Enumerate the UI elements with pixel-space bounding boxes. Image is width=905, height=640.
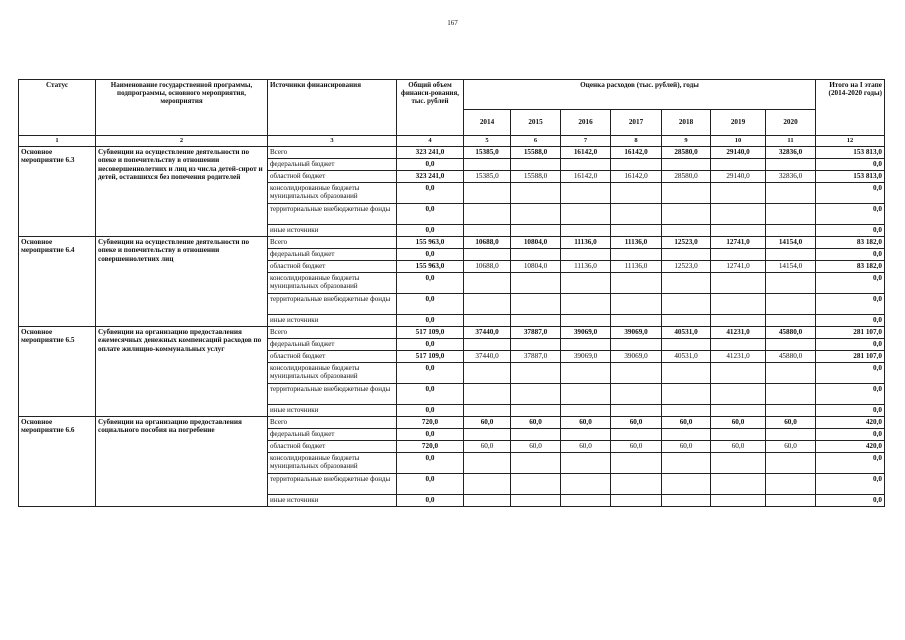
header-year: 2016 [561,110,611,136]
column-number: 11 [766,136,816,147]
year-value: 10804,0 [511,237,561,249]
section-name: Субвенции на осуществление деятельности по опеке и попечительству в отношении совершеннолетних лиц [96,237,268,327]
year-value: 60,0 [711,417,766,429]
year-value [511,429,561,441]
year-value [511,273,561,294]
year-value: 11136,0 [561,261,611,273]
year-value [511,204,561,225]
column-number: 3 [268,136,397,147]
year-value: 12741,0 [711,261,766,273]
year-value [711,474,766,495]
year-value [766,474,816,495]
year-value [766,384,816,405]
year-value [766,453,816,474]
year-value: 60,0 [611,441,662,453]
year-value [561,159,611,171]
year-value [611,429,662,441]
total-value: 0,0 [397,315,464,327]
total-value: 517 109,0 [397,351,464,363]
funding-source: Всего [268,237,397,249]
total-value: 0,0 [397,339,464,351]
year-value [711,225,766,237]
year-value [611,183,662,204]
year-value: 15385,0 [464,171,511,183]
year-value [464,339,511,351]
itogo-value: 83 182,0 [816,237,885,249]
year-value [711,159,766,171]
year-value [511,294,561,315]
year-value [611,249,662,261]
year-value: 39069,0 [561,351,611,363]
header-estimate: Оценка расходов (тыс. рублей), годы [464,80,816,110]
itogo-value: 0,0 [816,429,885,441]
table-row [19,417,885,429]
itogo-value: 0,0 [816,225,885,237]
funding-source: областной бюджет [268,441,397,453]
itogo-value: 420,0 [816,417,885,429]
header-year: 2017 [611,110,662,136]
year-value [766,225,816,237]
year-value: 14154,0 [766,237,816,249]
year-value [662,159,711,171]
year-value [561,315,611,327]
year-value [766,363,816,384]
year-value [662,315,711,327]
table-row [19,237,885,249]
header-source: Источники финансирования [268,80,397,136]
year-value: 40531,0 [662,327,711,339]
table-row [19,327,885,339]
total-value: 0,0 [397,294,464,315]
year-value [511,363,561,384]
funding-source: областной бюджет [268,261,397,273]
page-number: 167 [447,19,458,27]
header-itogo: Итого на I этапе (2014-2020 годы) [816,80,885,136]
column-number: 1 [19,136,96,147]
funding-source: территориальные внебюджетные фонды [268,204,397,225]
total-value: 0,0 [397,384,464,405]
year-value [511,183,561,204]
total-value: 0,0 [397,159,464,171]
year-value [511,339,561,351]
year-value [766,294,816,315]
header-year: 2019 [711,110,766,136]
year-value [561,249,611,261]
year-value [662,474,711,495]
year-value [464,363,511,384]
funding-source: консолидированные бюджеты муниципальных образований [268,273,397,294]
itogo-value: 0,0 [816,339,885,351]
year-value [766,249,816,261]
year-value: 16142,0 [611,147,662,159]
column-number: 8 [611,136,662,147]
funding-source: территориальные внебюджетные фонды [268,474,397,495]
year-value: 60,0 [766,441,816,453]
funding-source: областной бюджет [268,171,397,183]
header-status: Статус [19,80,96,136]
funding-source: иные источники [268,495,397,507]
itogo-value: 83 182,0 [816,261,885,273]
year-value: 60,0 [561,417,611,429]
year-value [464,429,511,441]
year-value [561,384,611,405]
column-number: 7 [561,136,611,147]
itogo-value: 0,0 [816,159,885,171]
total-value: 0,0 [397,225,464,237]
year-value: 37440,0 [464,351,511,363]
year-value [511,495,561,507]
year-value [511,453,561,474]
year-value: 12523,0 [662,237,711,249]
year-value [662,405,711,417]
year-value [561,405,611,417]
section-status: Основное мероприятие 6.4 [19,237,96,327]
total-value: 0,0 [397,405,464,417]
year-value [766,495,816,507]
section-name: Субвенции на организацию предоставления социального пособия на погребение [96,417,268,507]
header-total: Общий объем финанси-рования, тыс. рублей [397,80,464,136]
year-value: 60,0 [711,441,766,453]
year-value [611,159,662,171]
itogo-value: 0,0 [816,315,885,327]
total-value: 0,0 [397,183,464,204]
year-value: 10804,0 [511,261,561,273]
year-value [662,273,711,294]
year-value [464,183,511,204]
year-value: 11136,0 [611,261,662,273]
year-value [662,225,711,237]
year-value: 41231,0 [711,351,766,363]
section-status: Основное мероприятие 6.3 [19,147,96,237]
column-number: 9 [662,136,711,147]
total-value: 0,0 [397,204,464,225]
year-value [464,315,511,327]
year-value [611,474,662,495]
year-value [662,384,711,405]
year-value [662,363,711,384]
year-value: 37887,0 [511,351,561,363]
itogo-value: 0,0 [816,495,885,507]
column-number: 5 [464,136,511,147]
itogo-value: 281 107,0 [816,351,885,363]
year-value [711,384,766,405]
funding-source: федеральный бюджет [268,339,397,351]
itogo-value: 153 813,0 [816,147,885,159]
year-value [711,429,766,441]
year-value: 10688,0 [464,237,511,249]
itogo-value: 420,0 [816,441,885,453]
year-value [464,294,511,315]
year-value [561,453,611,474]
year-value: 60,0 [766,417,816,429]
year-value: 32836,0 [766,147,816,159]
year-value: 12741,0 [711,237,766,249]
total-value: 155 963,0 [397,261,464,273]
total-value: 720,0 [397,441,464,453]
year-value: 32836,0 [766,171,816,183]
year-value [711,453,766,474]
year-value [766,159,816,171]
funding-source: Всего [268,417,397,429]
total-value: 155 963,0 [397,237,464,249]
year-value [561,204,611,225]
funding-source: Всего [268,147,397,159]
year-value: 16142,0 [561,171,611,183]
year-value [511,249,561,261]
year-value: 39069,0 [611,351,662,363]
year-value [464,453,511,474]
total-value: 0,0 [397,363,464,384]
year-value [561,474,611,495]
year-value [464,204,511,225]
year-value [766,315,816,327]
year-value [611,315,662,327]
itogo-value: 0,0 [816,273,885,294]
itogo-value: 0,0 [816,405,885,417]
year-value: 16142,0 [611,171,662,183]
year-value [662,495,711,507]
itogo-value: 0,0 [816,294,885,315]
year-value [662,183,711,204]
year-value: 15588,0 [511,147,561,159]
year-value [611,405,662,417]
column-number: 10 [711,136,766,147]
year-value [511,225,561,237]
year-value [464,159,511,171]
year-value [766,339,816,351]
year-value: 37440,0 [464,327,511,339]
itogo-value: 0,0 [816,183,885,204]
funding-source: консолидированные бюджеты муниципальных образований [268,453,397,474]
year-value [662,249,711,261]
funding-source: федеральный бюджет [268,429,397,441]
year-value: 11136,0 [611,237,662,249]
header-year: 2014 [464,110,511,136]
year-value [464,474,511,495]
year-value [711,249,766,261]
year-value: 60,0 [662,417,711,429]
year-value: 29140,0 [711,171,766,183]
column-number: 4 [397,136,464,147]
year-value [766,273,816,294]
year-value [711,405,766,417]
year-value [611,363,662,384]
funding-source: Всего [268,327,397,339]
year-value [561,273,611,294]
year-value [511,315,561,327]
year-value [662,294,711,315]
itogo-value: 0,0 [816,453,885,474]
year-value: 28580,0 [662,147,711,159]
year-value: 11136,0 [561,237,611,249]
year-value [711,204,766,225]
year-value: 45880,0 [766,351,816,363]
funding-source: иные источники [268,405,397,417]
section-status: Основное мероприятие 6.6 [19,417,96,507]
funding-source: территориальные внебюджетные фонды [268,294,397,315]
header-year: 2020 [766,110,816,136]
year-value: 60,0 [611,417,662,429]
year-value [464,405,511,417]
header-name: Наименование государственной программы, подпрограммы, основного мероприятия, мероприятия [96,80,268,136]
year-value [561,339,611,351]
year-value [561,225,611,237]
funding-source: иные источники [268,315,397,327]
year-value [561,495,611,507]
funding-source: федеральный бюджет [268,159,397,171]
year-value [611,453,662,474]
year-value [464,273,511,294]
total-value: 0,0 [397,249,464,261]
header-year: 2015 [511,110,561,136]
year-value: 10688,0 [464,261,511,273]
section-name: Субвенции на организацию предоставления ежемесячных денежных компенсаций расходов по оплате жилищно-коммунальных услуг [96,327,268,417]
funding-source: территориальные внебюджетные фонды [268,384,397,405]
year-value [561,294,611,315]
year-value: 45880,0 [766,327,816,339]
year-value [662,429,711,441]
year-value [662,339,711,351]
year-value [511,384,561,405]
year-value [662,204,711,225]
year-value [711,339,766,351]
total-value: 0,0 [397,273,464,294]
year-value: 15588,0 [511,171,561,183]
total-value: 323 241,0 [397,171,464,183]
total-value: 720,0 [397,417,464,429]
year-value: 60,0 [464,441,511,453]
itogo-value: 153 813,0 [816,171,885,183]
year-value [766,183,816,204]
year-value: 60,0 [511,417,561,429]
year-value [464,249,511,261]
year-value [711,294,766,315]
funding-source: федеральный бюджет [268,249,397,261]
year-value [561,363,611,384]
year-value: 39069,0 [611,327,662,339]
year-value: 12523,0 [662,261,711,273]
year-value: 60,0 [511,441,561,453]
year-value: 28580,0 [662,171,711,183]
header-year: 2018 [662,110,711,136]
total-value: 517 109,0 [397,327,464,339]
table-row [19,147,885,159]
year-value: 39069,0 [561,327,611,339]
year-value: 14154,0 [766,261,816,273]
total-value: 0,0 [397,474,464,495]
itogo-value: 0,0 [816,204,885,225]
total-value: 0,0 [397,429,464,441]
year-value [611,204,662,225]
funding-source: областной бюджет [268,351,397,363]
year-value: 60,0 [662,441,711,453]
year-value: 15385,0 [464,147,511,159]
itogo-value: 281 107,0 [816,327,885,339]
year-value [711,183,766,204]
itogo-value: 0,0 [816,363,885,384]
itogo-value: 0,0 [816,384,885,405]
year-value [766,204,816,225]
funding-source: консолидированные бюджеты муниципальных образований [268,183,397,204]
year-value: 41231,0 [711,327,766,339]
section-status: Основное мероприятие 6.5 [19,327,96,417]
year-value [611,495,662,507]
section-name: Субвенции на осуществление деятельности по опеке и попечительству в отношении несовершеннолетних и лиц из числа детей-сирот и детей, оставшихся без попечения родителей [96,147,268,237]
year-value: 16142,0 [561,147,611,159]
year-value [662,453,711,474]
funding-source: иные источники [268,225,397,237]
year-value [711,315,766,327]
year-value [711,363,766,384]
column-number: 12 [816,136,885,147]
year-value [464,225,511,237]
year-value: 60,0 [464,417,511,429]
year-value [611,294,662,315]
funding-source: консолидированные бюджеты муниципальных образований [268,363,397,384]
itogo-value: 0,0 [816,249,885,261]
total-value: 323 241,0 [397,147,464,159]
year-value [711,495,766,507]
column-number: 6 [511,136,561,147]
year-value [766,405,816,417]
year-value [464,384,511,405]
year-value: 29140,0 [711,147,766,159]
budget-table [18,79,885,507]
year-value [511,474,561,495]
total-value: 0,0 [397,453,464,474]
year-value: 37887,0 [511,327,561,339]
year-value [611,225,662,237]
year-value [711,273,766,294]
year-value [611,273,662,294]
column-number: 2 [96,136,268,147]
year-value [464,495,511,507]
year-value: 60,0 [561,441,611,453]
year-value [561,183,611,204]
itogo-value: 0,0 [816,474,885,495]
year-value [766,429,816,441]
year-value [511,405,561,417]
year-value [611,339,662,351]
year-value [511,159,561,171]
year-value [611,384,662,405]
total-value: 0,0 [397,495,464,507]
year-value: 40531,0 [662,351,711,363]
year-value [561,429,611,441]
